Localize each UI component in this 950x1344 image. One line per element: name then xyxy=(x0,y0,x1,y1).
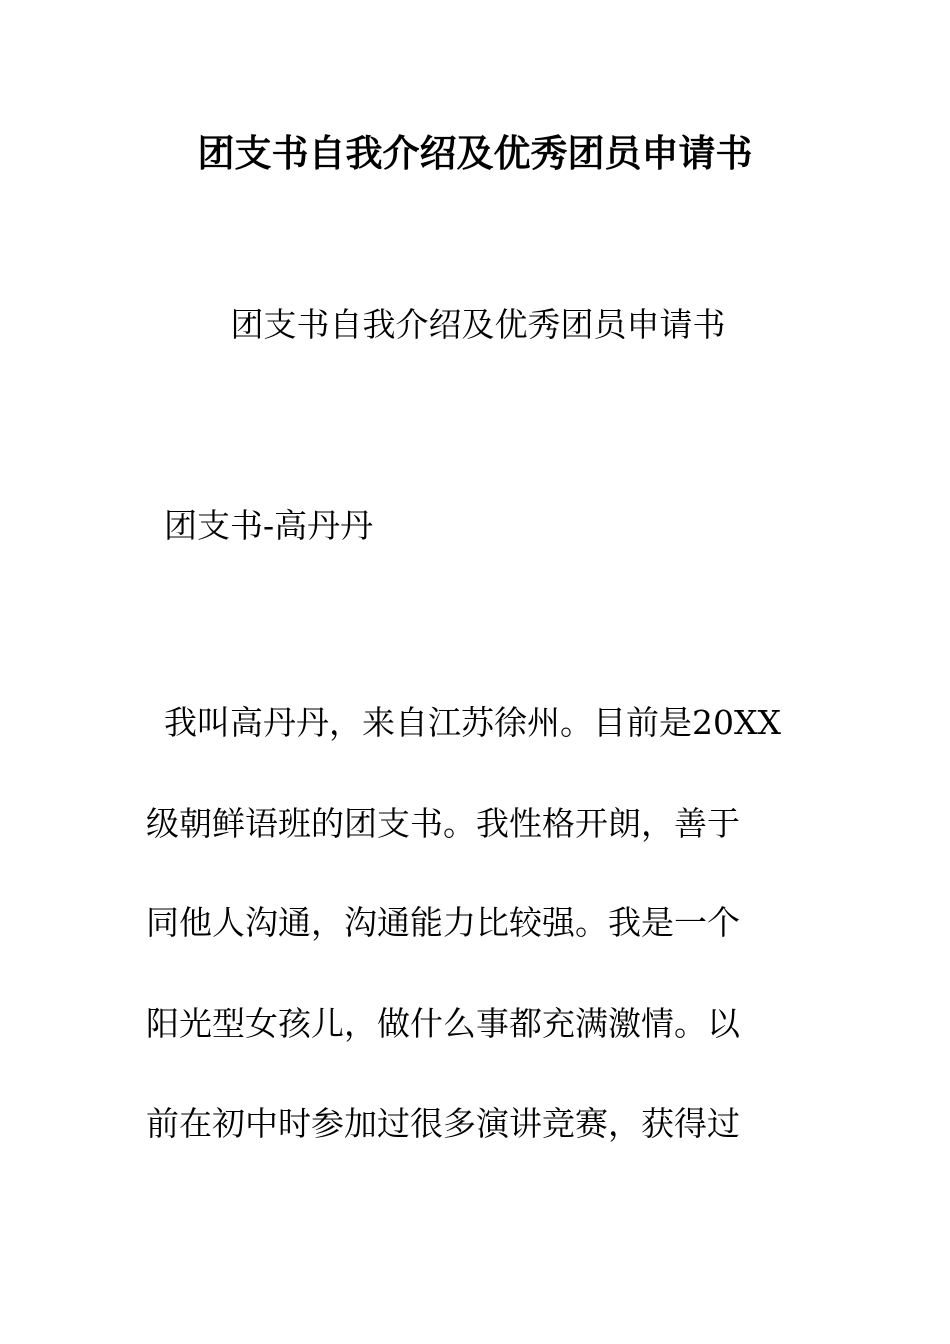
document-title: 团支书自我介绍及优秀团员申请书 xyxy=(197,131,753,175)
document-subtitle: 团支书自我介绍及优秀团员申请书 xyxy=(230,305,726,344)
paragraph-line-1: 我叫高丹丹，来自江苏徐州。目前是20XX xyxy=(164,703,781,742)
paragraph-line-3: 同他人沟通，沟通能力比较强。我是一个 xyxy=(146,903,740,942)
paragraph-line-2: 级朝鲜语班的团支书。我性格开朗，善于 xyxy=(146,804,740,843)
paragraph-line-4: 阳光型女孩儿，做什么事都充满激情。以 xyxy=(146,1004,740,1043)
paragraph-line-5: 前在初中时参加过很多演讲竞赛，获得过 xyxy=(146,1104,740,1143)
author-line: 团支书-高丹丹 xyxy=(164,506,374,545)
